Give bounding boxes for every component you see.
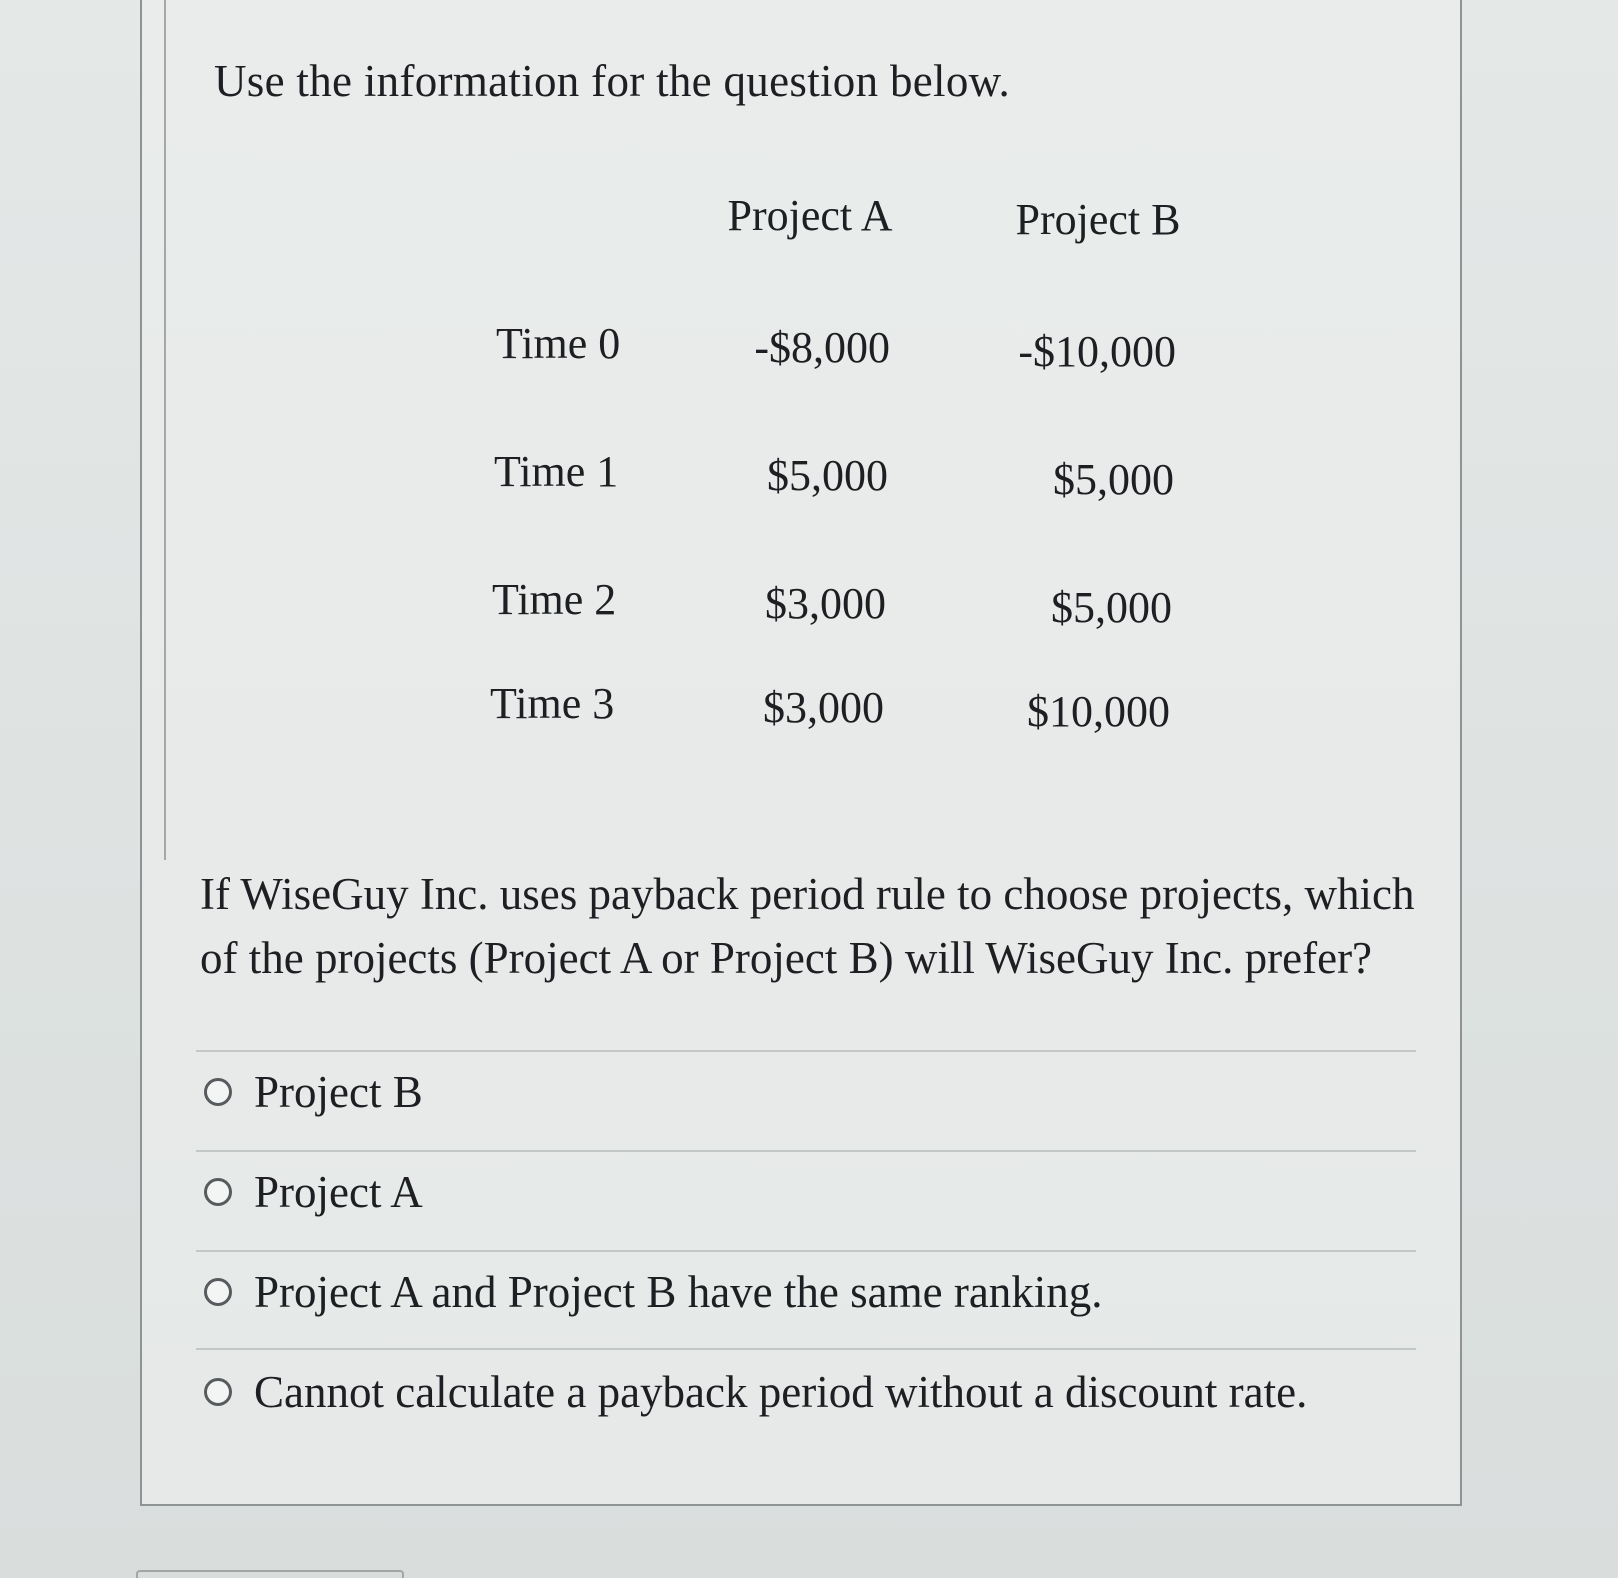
radio-button[interactable] <box>204 1178 232 1206</box>
divider <box>196 1050 1416 1052</box>
divider <box>196 1348 1416 1350</box>
answer-option-project-a[interactable] <box>204 1166 423 1218</box>
cell-project-b: $10,000 <box>1027 687 1170 736</box>
row-label: Time 2 <box>492 575 617 624</box>
answer-option-same-ranking[interactable] <box>204 1266 1103 1318</box>
radio-button[interactable] <box>204 1378 232 1406</box>
row-label: Time 1 <box>494 447 619 496</box>
instruction-text: Use the information for the question below. <box>214 56 1011 106</box>
column-header-project-b: Project B <box>1015 195 1181 244</box>
radio-button[interactable] <box>204 1278 232 1306</box>
divider <box>196 1150 1416 1152</box>
question-text: If WiseGuy Inc. uses payback period rule to choose projects, which of the projects (Project A or Project B) will WiseGuy Inc. prefer? <box>200 869 1415 983</box>
cell-project-b: -$10,000 <box>1018 327 1176 376</box>
cell-project-a: $3,000 <box>763 683 884 732</box>
answer-option-project-b[interactable] <box>204 1066 423 1118</box>
answer-option-cannot-calculate[interactable] <box>204 1366 1307 1418</box>
cell-project-a: $5,000 <box>767 451 888 500</box>
cell-project-a: -$8,000 <box>754 323 890 372</box>
option-label: Project B <box>254 1067 423 1117</box>
cell-project-b: $5,000 <box>1051 583 1172 632</box>
cell-project-a: $3,000 <box>765 579 886 628</box>
option-label: Project A <box>254 1167 423 1217</box>
column-header-project-a: Project A <box>727 191 893 240</box>
cell-project-b: $5,000 <box>1053 455 1174 504</box>
row-label: Time 3 <box>490 679 615 728</box>
row-label: Time 0 <box>496 319 621 368</box>
radio-button[interactable] <box>204 1078 232 1106</box>
option-label: Cannot calculate a payback period without a discount rate. <box>254 1367 1308 1417</box>
next-panel-tab <box>136 1570 404 1578</box>
divider <box>196 1250 1416 1252</box>
option-label: Project A and Project B have the same ranking. <box>254 1267 1103 1317</box>
